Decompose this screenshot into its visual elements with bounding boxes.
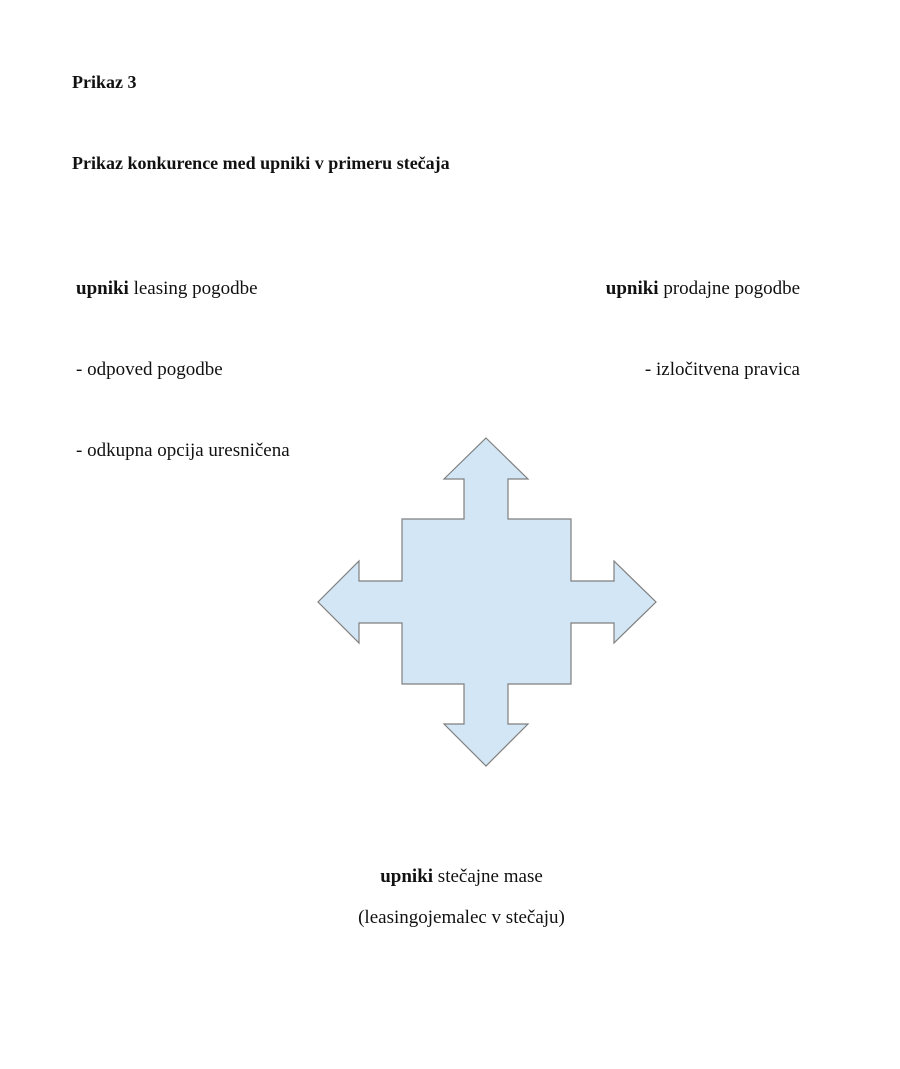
bottom-group-note: (leasingojemalec v stečaju) [358, 907, 565, 928]
right-group-item: - izločitvena pravica [644, 359, 800, 380]
left-group-heading-bold: upniki [76, 278, 129, 299]
left-group-heading-rest: leasing pogodbe [128, 278, 258, 299]
bottom-group-heading-bold: upniki [380, 866, 434, 887]
left-group-heading [76, 278, 258, 300]
left-group-item: - odpoved pogodbe [76, 359, 223, 380]
quad-arrow-shape [318, 438, 656, 766]
right-group-heading-rest: prodajne pogodbe [658, 278, 800, 299]
bottom-group-heading-rest: stečajne mase [433, 866, 543, 887]
figure-label: Prikaz 3 [72, 72, 137, 92]
bottom-group-heading [0, 866, 900, 888]
figure-title: Prikaz konkurence med upniki v primeru stečaja [72, 153, 450, 173]
right-group-heading-bold: upniki [605, 278, 659, 299]
right-group-heading [606, 278, 800, 300]
left-group-item: - odkupna opcija uresničena [76, 440, 290, 461]
